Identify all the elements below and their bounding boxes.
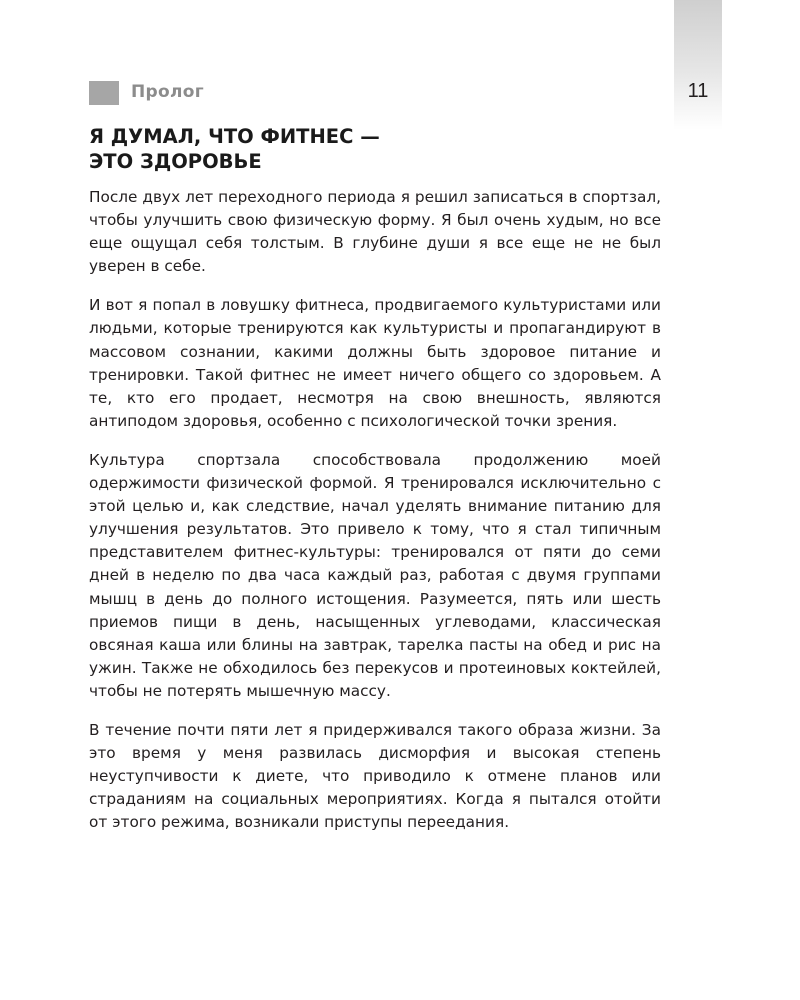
paragraph-3: Культура спортзала способствовала продолжению моей одержимости физической формой. Я тренировался исключительно с этой целью и, как следствие, начал уделять внимание питанию для улучшения результатов. Это привело к тому, что я стал типичным представителем фитнес-культуры: тренировался от пяти до семи дней в неделю по два часа каждый раз, работая с двумя группами мышц в день до полного истощения. Разумеется, пять или шесть приемов пищи в день, насыщенных углеводами, классическая овсяная каша или блины на завтрак, тарелка пасты на обед и рис на ужин. Также не обходилось без перекусов и протеиновых коктейлей, чтобы не потерять мышечную массу.	[89, 450, 661, 700]
paragraph-1: После двух лет переходного периода я решил записаться в спортзал, чтобы улучшить свою физическую форму. Я был очень худым, но все еще ощущал себя толстым. В глубине души я все еще не не был уверен в себе.	[89, 188, 661, 276]
paragraph-4: В течение почти пяти лет я придерживался такого образа жизни. За это время у меня развилась дисморфия и высокая степень неуступчивости к диете, что приводило к отмене планов или страданиям на социальных мероприятиях. Когда я пытался отойти от этого режима, возникали приступы переедания.	[89, 720, 661, 832]
body-text	[89, 186, 661, 850]
chapter-title	[89, 124, 380, 174]
page-tab	[674, 0, 722, 130]
section-marker	[89, 81, 119, 105]
section-label: Пролог	[131, 82, 204, 102]
paragraph-2: И вот я попал в ловушку фитнеса, продвигаемого культуристами или людьми, которые тренируются как культуристы и пропагандируют в массовом сознании, какими должны быть здоровое питание и тренировки. Такой фитнес не имеет ничего общего со здоровьем. А те, кто его продает, несмотря на свою внешность, являются антиподом здоровья, особенно с психологической точки зрения.	[89, 296, 661, 430]
chapter-title-line-1: Я ДУМАЛ, ЧТО ФИТНЕС —	[89, 125, 380, 148]
chapter-title-line-2: ЭТО ЗДОРОВЬЕ	[89, 150, 262, 173]
page-number: 11	[687, 80, 709, 102]
